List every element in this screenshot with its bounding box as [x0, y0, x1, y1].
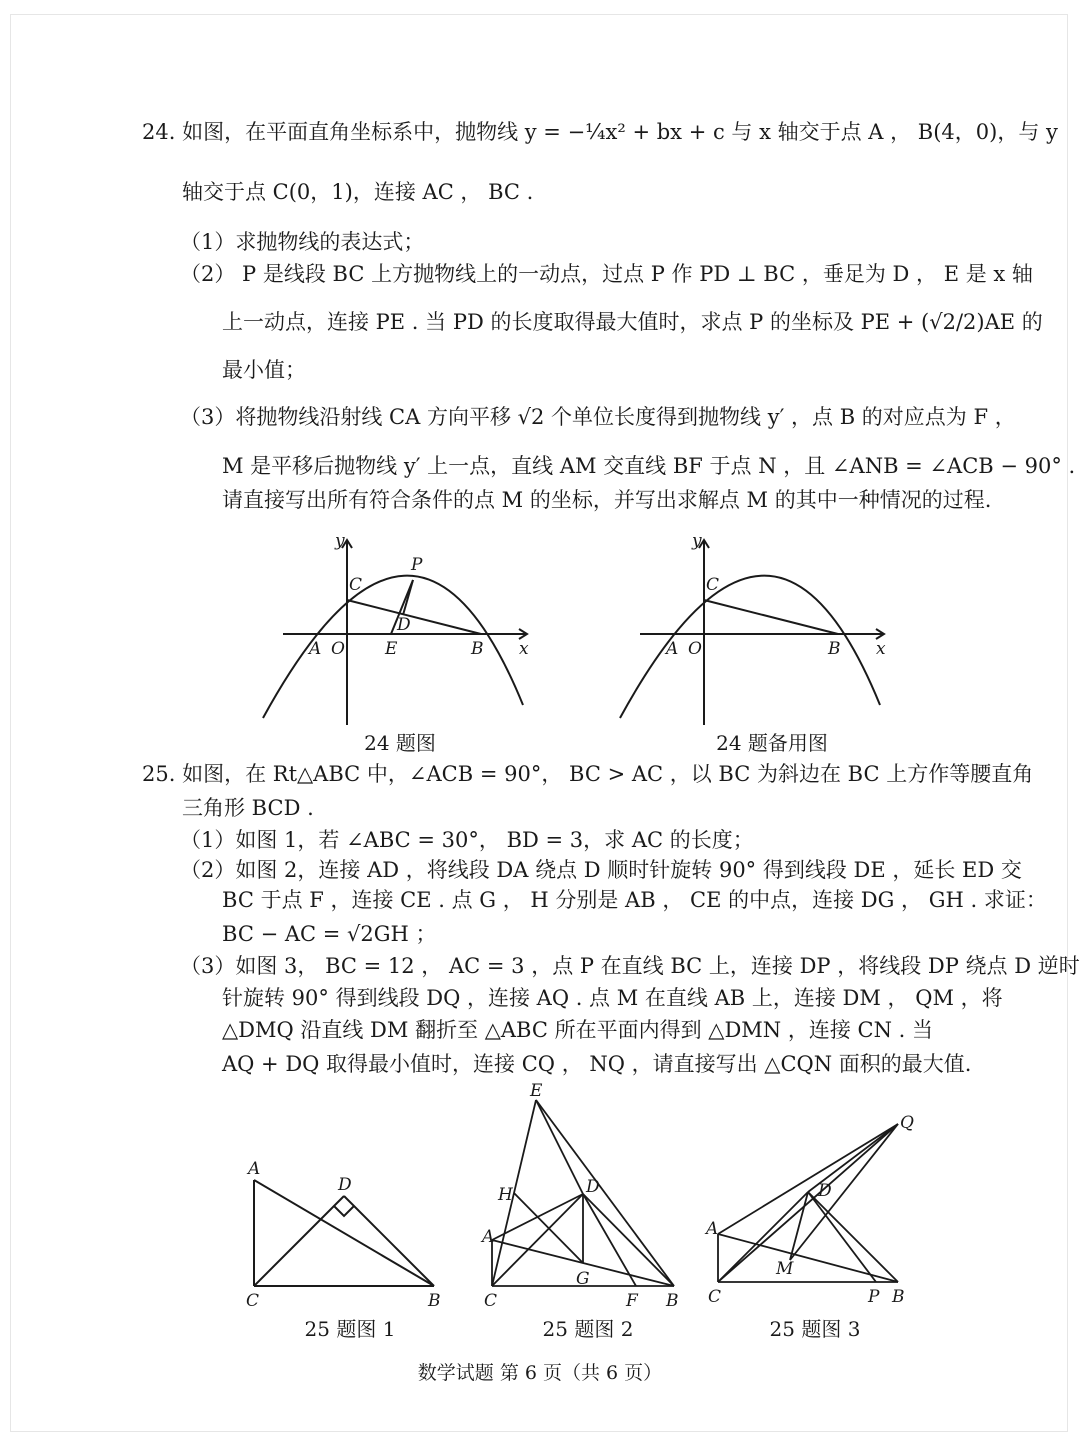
label-Q: Q — [900, 1113, 914, 1133]
segment-CB — [347, 600, 481, 634]
q24-part3-line2: M 是平移后抛物线 y′ 上一点，直线 AM 交直线 BF 于点 N ，且 ∠ANB = ∠ACB − 90° . — [222, 454, 1076, 478]
label-P: P — [868, 1287, 880, 1307]
label-C: C — [706, 575, 720, 595]
label-C: C — [708, 1287, 722, 1307]
q24-part1: （1）求抛物线的表达式； — [180, 230, 425, 254]
label-B: B — [666, 1291, 679, 1311]
label-x: x — [519, 639, 529, 659]
parabola — [620, 576, 880, 718]
label-E: E — [530, 1081, 543, 1101]
label-y: y — [335, 531, 345, 551]
q25-line2: 三角形 BCD . — [182, 796, 314, 820]
side-DB — [808, 1192, 898, 1282]
segment-CB — [704, 600, 838, 634]
side-CD — [492, 1194, 583, 1286]
q25-figure-2-caption: 25 题图 2 — [542, 1317, 634, 1341]
q24-part3-line3: 请直接写出所有符合条件的点 M 的坐标，并写出求解点 M 的其中一种情况的过程. — [222, 488, 992, 512]
q25-part3-line3: △DMQ 沿直线 DM 翻折至 △ABC 所在平面内得到 △DMN ，连接 CN . 当 — [222, 1018, 933, 1042]
label-A: A — [248, 1159, 261, 1179]
label-F: F — [626, 1291, 638, 1311]
label-B: B — [471, 639, 484, 659]
label-D: D — [818, 1181, 832, 1201]
label-y: y — [692, 531, 702, 551]
q25-figure-2 — [478, 1080, 688, 1315]
label-x: x — [876, 639, 886, 659]
q25-part1: （1）如图 1，若 ∠ABC = 30°， BD = 3，求 AC 的长度； — [180, 828, 754, 852]
q24-stem-1: 如图，在平面直角坐标系中，抛物线 y = −¼x² + bx + c 与 x 轴交于点 A ， B(4，0)，与 y — [182, 120, 1058, 144]
q24-figure-backup-caption: 24 题备用图 — [716, 731, 828, 755]
q25-part2-line2: BC 于点 F ，连接 CE . 点 G ， H 分别是 AB ， CE 的中点，连接 DG ， GH . 求证： — [222, 888, 1047, 912]
label-P: P — [411, 555, 423, 575]
label-E: E — [385, 639, 398, 659]
q25-number: 25. — [142, 762, 176, 786]
q24-part3-line1: （3）将抛物线沿射线 CA 方向平移 √2 个单位长度得到抛物线 y′ ，点 B 的对应点为 F ， — [180, 405, 1016, 429]
side-CD — [254, 1196, 344, 1286]
q25-figure-1-caption: 25 题图 1 — [304, 1317, 396, 1341]
segment-AQ — [718, 1124, 898, 1234]
label-B: B — [892, 1287, 905, 1307]
segment-ED — [536, 1100, 583, 1194]
q25-stem-1: 如图，在 Rt△ABC 中，∠ACB = 90°， BC > AC ，以 BC 为斜边在 BC 上方作等腰直角 — [182, 762, 1034, 786]
segment-EB — [536, 1100, 674, 1286]
label-G: G — [576, 1269, 590, 1289]
q24-figure-main-caption: 24 题图 — [364, 731, 436, 755]
q24-part2-line2: 上一动点，连接 PE . 当 PD 的长度取得最大值时，求点 P 的坐标及 PE + (√2/2)AE 的 — [222, 310, 1043, 334]
label-A: A — [482, 1227, 495, 1247]
label-D: D — [338, 1175, 352, 1195]
label-O: O — [688, 639, 702, 659]
label-C: C — [246, 1291, 260, 1311]
label-H: H — [498, 1185, 513, 1205]
label-C: C — [349, 575, 363, 595]
segment-DP — [808, 1192, 876, 1282]
q24-figure-main — [255, 530, 545, 730]
label-B: B — [828, 639, 841, 659]
q25-part3-line4: AQ + DQ 取得最小值时，连接 CQ ， NQ ，请直接写出 △CQN 面积的最大值. — [222, 1052, 972, 1076]
q24-line2: 轴交于点 C(0，1)，连接 AC ， BC . — [182, 180, 534, 204]
side-AB — [254, 1180, 434, 1286]
label-A: A — [666, 639, 679, 659]
q24-figure-backup — [612, 530, 902, 730]
segment-PD — [403, 580, 413, 615]
q25-figure-3-caption: 25 题图 3 — [769, 1317, 861, 1341]
q25-figure-1 — [240, 1150, 460, 1315]
q24-part2-line1: （2） P 是线段 BC 上方抛物线上的一动点，过点 P 作 PD ⊥ BC ，垂足为 D ， E 是 x 轴 — [180, 262, 1033, 286]
label-M: M — [776, 1259, 794, 1279]
label-D: D — [586, 1177, 600, 1197]
label-A: A — [309, 639, 322, 659]
q25-figure-3 — [700, 1108, 930, 1313]
q24-number: 24. — [142, 120, 176, 144]
q25-part3-line2: 针旋转 90° 得到线段 DQ ，连接 AQ . 点 M 在直线 AB 上，连接 DM ， QM ，将 — [222, 986, 1003, 1010]
label-C: C — [484, 1291, 498, 1311]
q24-part2-line3: 最小值； — [222, 358, 306, 382]
label-O: O — [331, 639, 345, 659]
label-A: A — [706, 1219, 719, 1239]
right-angle-mark — [334, 1206, 354, 1216]
q25-line1 — [142, 760, 1033, 788]
label-B: B — [428, 1291, 441, 1311]
page-footer: 数学试题 第 6 页（共 6 页） — [417, 1362, 663, 1384]
label-D: D — [397, 615, 411, 635]
q25-part2-line1: （2）如图 2，连接 AD ，将线段 DA 绕点 D 顺时针旋转 90° 得到线段 DE ，延长 ED 交 — [180, 858, 1022, 882]
q24-line1 — [142, 118, 1058, 146]
q25-part3-line1: （3）如图 3， BC = 12 ， AC = 3 ，点 P 在直线 BC 上，连接 DP ，将线段 DP 绕点 D 逆时 — [180, 954, 1080, 978]
q25-part2-line3: BC − AC = √2GH ； — [222, 922, 437, 946]
